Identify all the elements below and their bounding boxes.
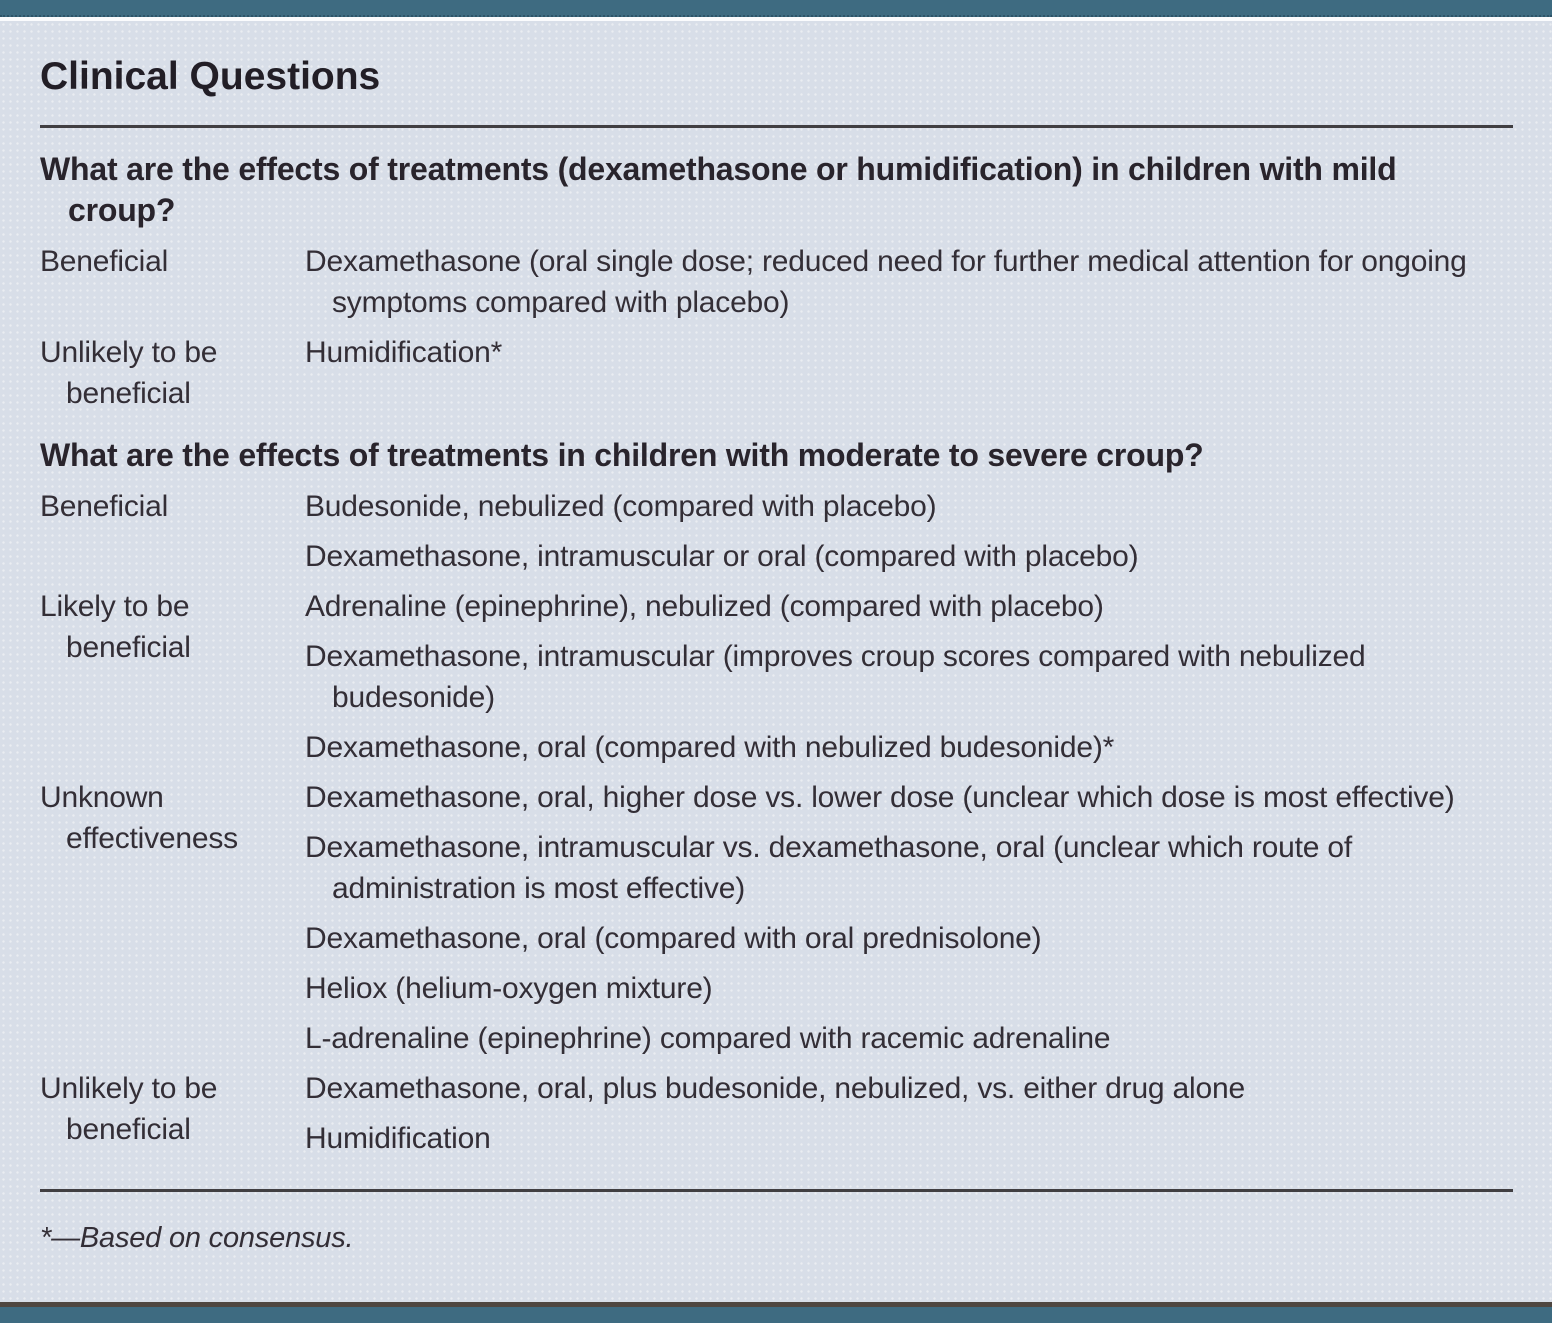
footnote: *—Based on consensus. (40, 1222, 354, 1254)
treatment-item: Dexamethasone, oral, plus budesonide, nebulized, vs. either drug alone (305, 1072, 1245, 1105)
row-category-label: Unknown effectiveness (40, 781, 238, 855)
section-question: What are the effects of treatments (dexamethasone or humidification) in children with mild croup? (40, 151, 1397, 228)
row-treatments (305, 241, 1513, 332)
page-title: Clinical Questions (40, 55, 381, 98)
table-row (40, 241, 1513, 332)
section-question: What are the effects of treatments in children with moderate to severe croup? (40, 437, 1204, 473)
table-panel (0, 21, 1552, 1302)
bottom-rule (40, 1189, 1513, 1192)
treatment-item: L-adrenaline (epinephrine) compared with racemic adrenaline (305, 1022, 1111, 1055)
row-category-label: Beneficial (40, 245, 169, 278)
sections (40, 149, 1513, 1168)
treatment-item: Adrenaline (epinephrine), nebulized (compared with placebo) (305, 590, 1104, 623)
treatment-item: Dexamethasone, oral (compared with nebulized budesonide)* (305, 731, 1115, 764)
treatment-item: Dexamethasone, intramuscular vs. dexamethasone, oral (unclear which route of administration is most effective) (305, 831, 1353, 905)
treatment-item: Dexamethasone, oral, higher dose vs. lower dose (unclear which dose is most effective) (305, 781, 1455, 814)
treatment-item: Dexamethasone, intramuscular or oral (compared with placebo) (305, 540, 1139, 573)
table-row (40, 1068, 1513, 1168)
treatment-item: Dexamethasone, oral (compared with oral prednisolone) (305, 922, 1042, 955)
row-category-label: Likely to be beneficial (40, 590, 191, 664)
row-treatments (305, 777, 1513, 1068)
row-treatments (305, 332, 1513, 382)
treatment-item: Humidification* (305, 336, 503, 369)
bottom-accent-bar (0, 1307, 1552, 1323)
table-row (40, 777, 1513, 1068)
treatment-item: Humidification (305, 1122, 491, 1155)
table-row (40, 332, 1513, 414)
row-category-label: Unlikely to be beneficial (40, 1072, 218, 1146)
treatment-item: Dexamethasone (oral single dose; reduced need for further medical attention for ongoing symptoms compared with placebo) (305, 245, 1467, 319)
row-treatments (305, 586, 1513, 777)
row-treatments (305, 1068, 1513, 1168)
row-category-label: Beneficial (40, 490, 169, 523)
table-row (40, 586, 1513, 777)
row-category-label: Unlikely to be beneficial (40, 336, 218, 410)
treatment-item: Heliox (helium-oxygen mixture) (305, 972, 713, 1005)
treatment-item: Dexamethasone, intramuscular (improves croup scores compared with nebulized budesonide) (305, 640, 1366, 714)
top-accent-bar (0, 0, 1552, 17)
row-treatments (305, 486, 1513, 586)
table-row (40, 486, 1513, 586)
treatment-item: Budesonide, nebulized (compared with placebo) (305, 490, 937, 523)
top-rule (40, 125, 1513, 128)
